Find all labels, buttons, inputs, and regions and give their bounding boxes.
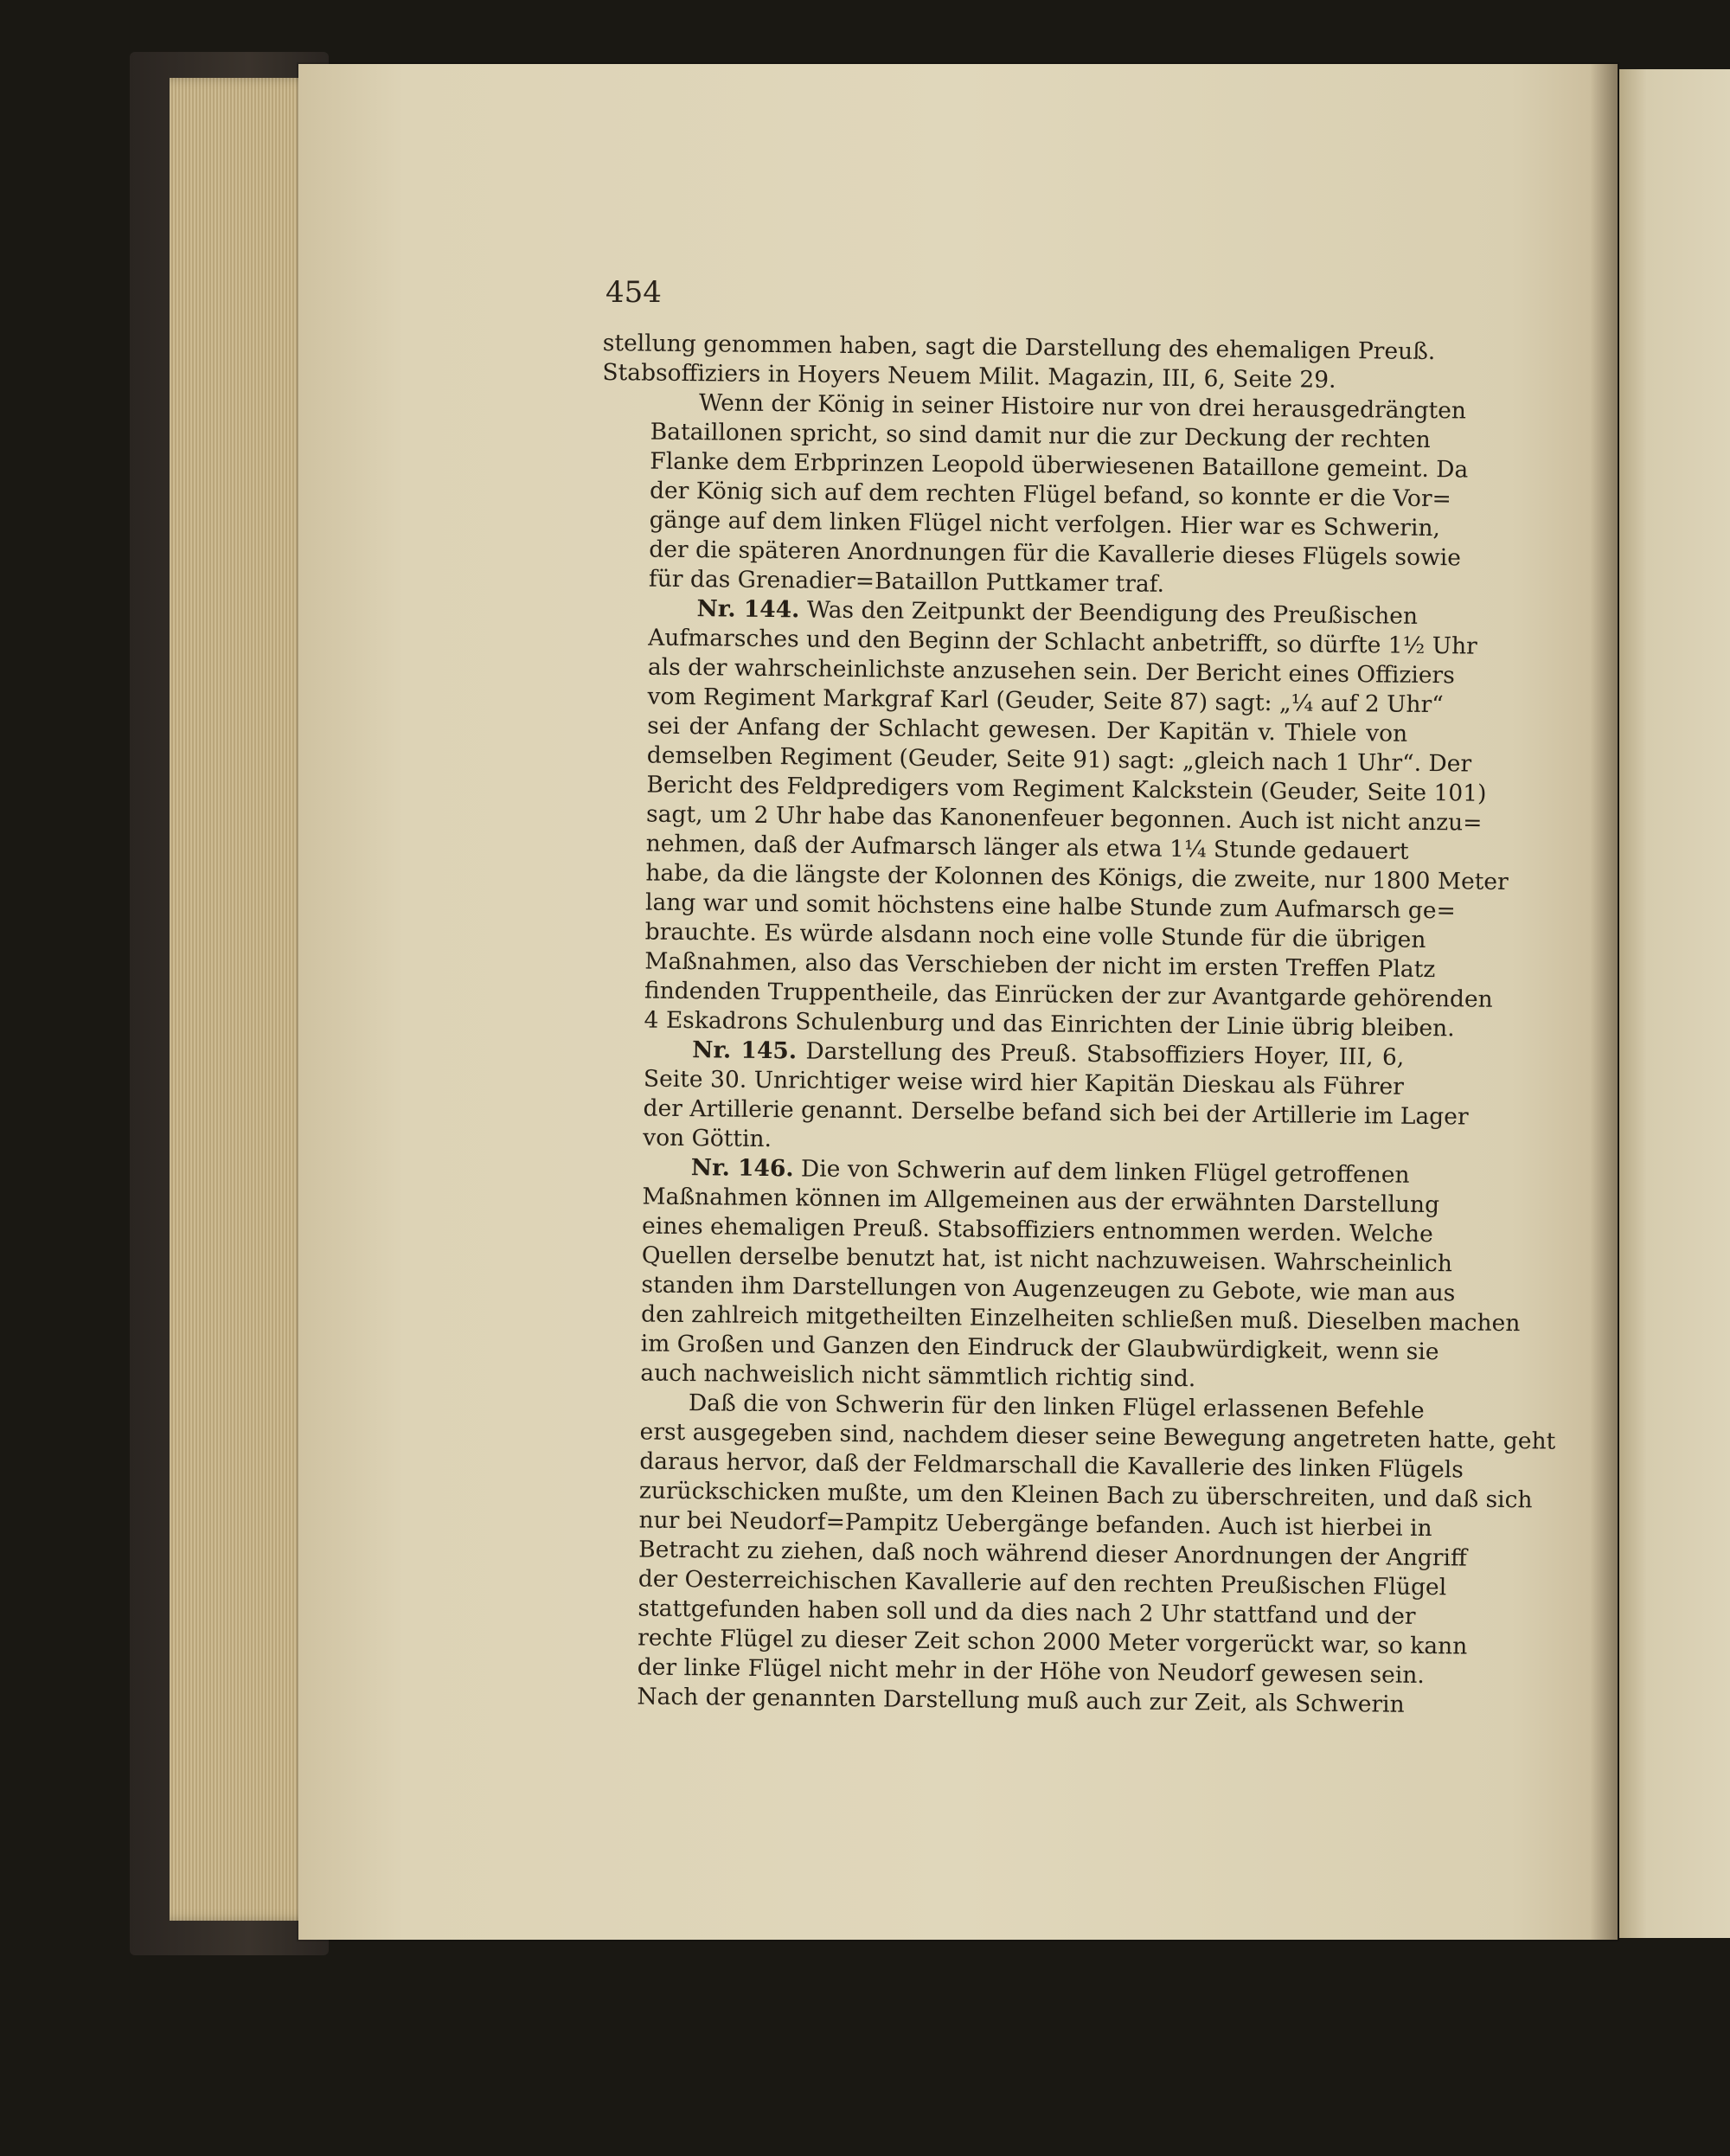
line-text: demselben Regiment (Geuder, Seite 91) sagt: „gleich nach 1 Uhr“. Der [646, 741, 1472, 778]
line-text: daraus hervor, daß der Feldmarschall die Kavallerie des linken Flügels [639, 1447, 1464, 1484]
line-text: auch nachweislich nicht sämmtlich richtig sind. [640, 1359, 1196, 1393]
facing-page-edge [1619, 69, 1730, 1938]
line-text: Seite 30. Unrichtiger weise wird hier Kapitän Dieskau als Führer [643, 1065, 1405, 1100]
line-text: rechte Flügel zu dieser Zeit schon 2000 Meter vorgerückt war, so kann [637, 1624, 1468, 1660]
line-text: lang war und somit höchstens eine halbe Stunde zum Aufmarsch ge= [644, 889, 1456, 925]
line-text: der linke Flügel nicht mehr in der Höhe von Neudorf gewesen sein. [637, 1653, 1425, 1690]
line-text: der König sich auf dem rechten Flügel befand, so konnte er die Vor= [649, 477, 1451, 513]
line-text: zurückschicken mußte, um den Kleinen Bach zu überschreiten, und daß sich [638, 1477, 1533, 1514]
paragraph [602, 329, 1436, 396]
line-text: brauchte. Es würde alsdann noch eine volle Stunde für die übrigen [644, 918, 1426, 954]
paragraph [592, 1152, 1521, 1396]
body-text [588, 329, 1556, 1720]
line-text: stattgefunden haben soll und da dies nach 2 Uhr stattfand und der [638, 1595, 1416, 1630]
line-text: Maßnahmen können im Allgemeinen aus der erwähnten Darstellung [642, 1183, 1440, 1219]
paragraph [594, 1035, 1469, 1161]
page-stack-edge [170, 78, 317, 1921]
note-number: Nr. 144. [696, 595, 800, 624]
note-number: Nr. 146. [690, 1154, 794, 1183]
line-text: Bericht des Feldpredigers vom Regiment Kalckstein (Geuder, Seite 101) [646, 771, 1487, 807]
line-text: erst ausgegeben sind, nachdem dieser seine Bewegung angetreten hatte, geht [639, 1418, 1556, 1455]
line-text: Was den Zeitpunkt der Beendigung des Preußischen [799, 596, 1419, 630]
line-text: findenden Truppentheile, das Einrücken der zur Avantgarde gehörenden [644, 977, 1493, 1013]
line-text: Quellen derselbe benutzt hat, ist nicht nachzuweisen. Wahrscheinlich [641, 1242, 1453, 1278]
page-number: 454 [606, 275, 662, 310]
line-text: den zahlreich mitgetheilten Einzelheiten schließen muß. Dieselben machen [640, 1300, 1521, 1338]
line-text: standen ihm Darstellungen von Augenzeugen zu Gebote, wie man aus [641, 1271, 1456, 1307]
line-text: sei der Anfang der Schlacht gewesen. Der Kapitän v. Thiele von [647, 712, 1408, 748]
paragraph [600, 388, 1469, 602]
note-number: Nr. 145. [692, 1036, 798, 1065]
line-text: 4 Eskadrons Schulenburg und das Einrichten der Linie übrig bleiben. [644, 1006, 1455, 1043]
line-text: habe, da die längste der Kolonnen des Königs, die zweite, nur 1800 Meter [645, 859, 1509, 895]
line-text: Aufmarsches und den Beginn der Schlacht anbetrifft, so dürfte 1½ Uhr [648, 624, 1477, 660]
line-text: Maßnahmen, also das Verschieben der nicht im ersten Treffen Platz [644, 947, 1436, 984]
line-text: Wenn der König in seiner Histoire nur von drei herausgedrängten [698, 389, 1467, 425]
line-text: Nach der genannten Darstellung muß auch zur Zeit, als Schwerin [637, 1683, 1405, 1718]
line-text: als der wahrscheinlichste anzusehen sein. Der Bericht eines Offiziers [647, 653, 1455, 690]
line-text: stellung genommen haben, sagt die Darstellung des ehemaligen Preuß. [602, 329, 1436, 366]
paragraph [595, 594, 1509, 1043]
line-text: der Artillerie genannt. Derselbe befand sich bei der Artillerie im Lager [643, 1094, 1469, 1131]
line-text: Stabsoffiziers in Hoyers Neuem Milit. Magazin, III, 6, Seite 29. [602, 358, 1336, 394]
line-text: sagt, um 2 Uhr habe das Kanonenfeuer begonnen. Auch ist nicht anzu= [645, 800, 1483, 837]
line-text: der Oesterreichischen Kavallerie auf den rechten Preußischen Flügel [638, 1565, 1447, 1601]
line-text: der die späteren Anordnungen für die Kavallerie dieses Flügels sowie [649, 536, 1462, 572]
page-gutter-shadow [1590, 64, 1618, 1940]
line-text: Daß die von Schwerin für den linken Flügel erlassenen Befehle [688, 1389, 1425, 1425]
line-text: nehmen, daß der Aufmarsch länger als etwa 1¼ Stunde gedauert [645, 830, 1409, 865]
line-text: Die von Schwerin auf dem linken Flügel getroffenen [793, 1155, 1410, 1189]
line-text: von Göttin. [643, 1124, 772, 1153]
line-text: Bataillonen spricht, so sind damit nur die zur Deckung der rechten [650, 418, 1431, 454]
line-text: nur bei Neudorf=Pampitz Uebergänge befanden. Auch ist hierbei in [638, 1506, 1432, 1543]
line-text: im Großen und Ganzen den Eindruck der Glaubwürdigkeit, wenn sie [640, 1330, 1439, 1366]
line-text: für das Grenadier=Bataillon Puttkamer traf. [648, 565, 1165, 598]
line-text: Flanke dem Erbprinzen Leopold überwiesenen Bataillone gemeint. Da [650, 447, 1469, 484]
line-text: Betracht zu ziehen, daß noch während dieser Anordnungen der Angriff [638, 1536, 1467, 1572]
line-text: eines ehemaligen Preuß. Stabsoffiziers entnommen werden. Welche [641, 1212, 1433, 1248]
line-text: gänge auf dem linken Flügel nicht verfolgen. Hier war es Schwerin, [649, 506, 1441, 542]
line-text: vom Regiment Markgraf Karl (Geuder, Seite 87) sagt: „¼ auf 2 Uhr“ [647, 683, 1444, 719]
line-text: Darstellung des Preuß. Stabsoffiziers Hoyer, III, 6, [796, 1037, 1405, 1071]
paragraph [588, 1388, 1556, 1720]
